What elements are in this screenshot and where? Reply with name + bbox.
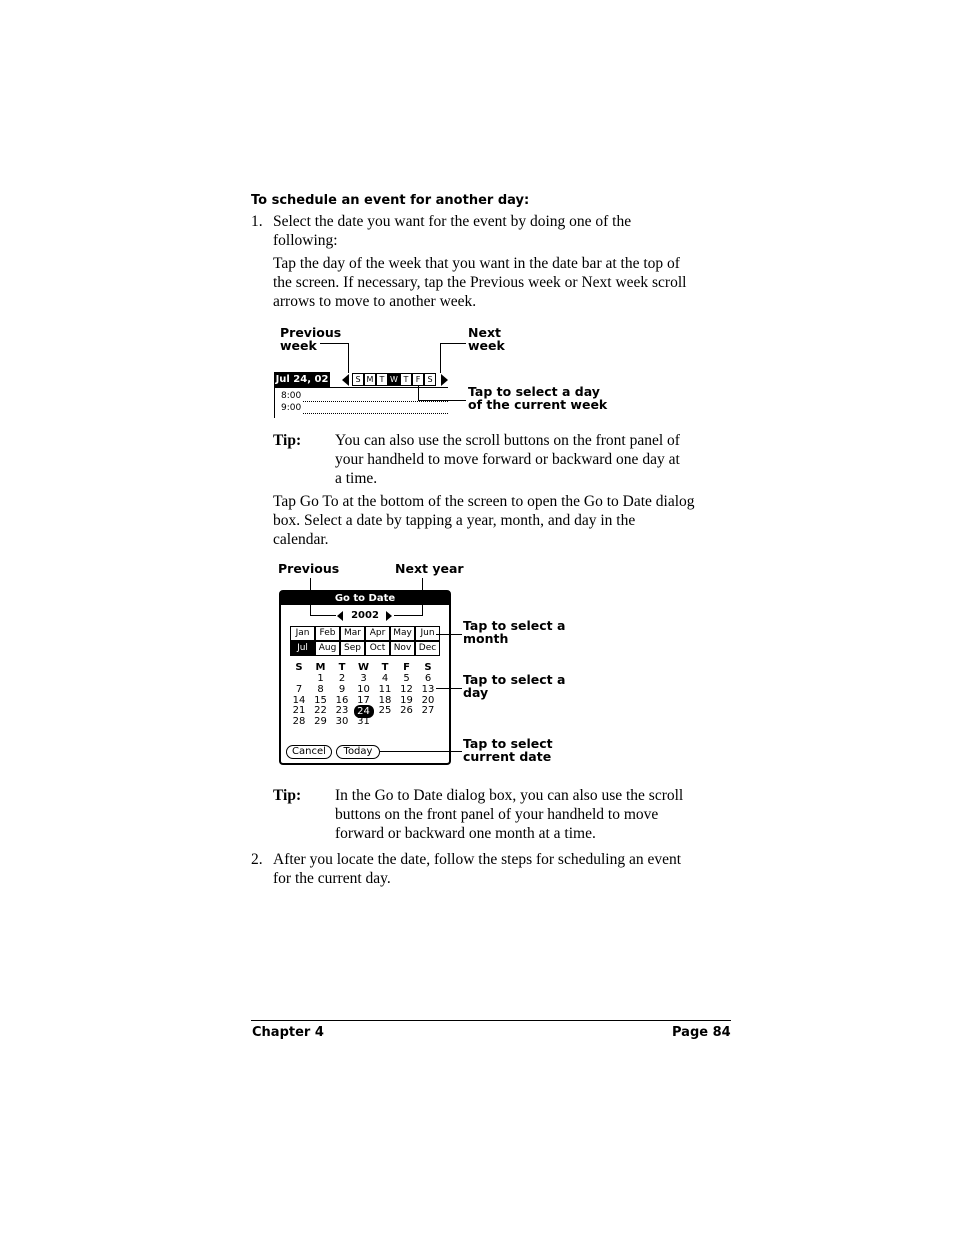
month-cell[interactable]: Jul xyxy=(290,641,315,656)
callout-line: of the current week xyxy=(468,397,608,412)
day-cell[interactable]: 23 xyxy=(335,705,349,717)
day-cell[interactable]: 6 xyxy=(424,673,432,684)
paragraph-line: Tap Go To at the bottom of the screen to open the Go to Date dialog xyxy=(273,493,695,510)
weekday-cell[interactable]: S xyxy=(424,373,436,386)
leader-line xyxy=(320,343,349,344)
section-heading: To schedule an event for another day: xyxy=(251,193,530,208)
paragraph-line: calendar. xyxy=(273,531,329,548)
time-slot-line[interactable] xyxy=(303,401,448,402)
select-current-date-callout xyxy=(463,737,553,763)
time-slot-line[interactable] xyxy=(303,413,448,414)
day-cell[interactable]: 1 xyxy=(317,673,324,684)
step-1-line: following: xyxy=(273,232,338,249)
weekday-header: T xyxy=(338,662,346,673)
day-cell[interactable]: 8 xyxy=(317,683,324,695)
week-view-figure xyxy=(270,320,630,425)
select-day-month-callout xyxy=(463,673,565,699)
weekday-cell[interactable]: F xyxy=(412,373,424,386)
weekday-header: S xyxy=(424,662,432,673)
next-week-callout xyxy=(468,326,505,352)
month-cell[interactable]: Feb xyxy=(315,626,340,641)
day-cell[interactable]: 11 xyxy=(378,683,392,695)
tip-line: a time. xyxy=(335,470,378,487)
tip-line: You can also use the scroll buttons on the front panel of xyxy=(335,432,680,449)
step-2-text xyxy=(273,850,743,888)
step-1-number: 1. xyxy=(251,213,263,230)
tip-line: forward or backward one month at a time. xyxy=(335,825,596,842)
footer-rule xyxy=(251,1020,731,1021)
leader-line xyxy=(418,386,419,401)
day-cell[interactable]: 3 xyxy=(360,673,367,684)
tip-text xyxy=(335,431,735,488)
day-calendar xyxy=(289,662,443,732)
day-cell[interactable]: 13 xyxy=(421,683,435,695)
select-month-callout xyxy=(463,619,565,645)
month-cell[interactable]: Nov xyxy=(390,641,415,656)
tip-line: buttons on the front panel of your handheld to move xyxy=(335,806,659,823)
day-cell[interactable]: 17 xyxy=(357,694,370,706)
weekday-cell[interactable]: W xyxy=(388,373,400,386)
weekday-header: M xyxy=(315,662,326,673)
callout-line: Tap to select a day xyxy=(468,384,600,399)
tip-line: In the Go to Date dialog box, you can also use the scroll xyxy=(335,787,684,804)
callout-line: Previous xyxy=(280,325,342,340)
go-to-date-figure xyxy=(270,558,590,770)
today-button[interactable]: Today xyxy=(336,745,380,759)
month-cell[interactable]: Oct xyxy=(365,641,390,656)
callout-line: week xyxy=(468,338,505,353)
weekday-cell[interactable]: M xyxy=(364,373,376,386)
previous-year-callout: Previous xyxy=(278,561,340,576)
month-grid xyxy=(290,626,440,656)
weekday-cell[interactable]: S xyxy=(352,373,364,386)
weekday-header: W xyxy=(357,662,370,673)
day-cell[interactable]: 2 xyxy=(338,673,346,684)
callout-line: Tap to select a xyxy=(463,672,566,687)
weekday-header: F xyxy=(403,662,410,673)
tip-line: your handheld to move forward or backward one day at xyxy=(335,451,680,468)
tip-label: Tip: xyxy=(273,787,302,804)
month-cell[interactable]: Jan xyxy=(290,626,315,641)
day-cell[interactable]: 14 xyxy=(292,694,306,706)
day-cell[interactable]: 22 xyxy=(314,705,327,717)
day-cell[interactable]: 25 xyxy=(378,705,392,717)
day-cell[interactable]: 9 xyxy=(338,683,346,695)
day-cell[interactable]: 26 xyxy=(400,705,413,717)
tip-label: Tip: xyxy=(273,432,302,449)
callout-line: week xyxy=(280,338,317,353)
leader-line xyxy=(440,343,441,373)
step-2-line: for the current day. xyxy=(273,870,391,887)
next-week-arrow-icon[interactable] xyxy=(441,374,448,386)
leader-line xyxy=(348,343,349,373)
paragraph-line: arrows to move to another week. xyxy=(273,293,477,310)
year-label[interactable]: 2002 xyxy=(351,610,379,621)
leader-line xyxy=(418,400,466,401)
step-1-line: Select the date you want for the event by doing one of the xyxy=(273,213,632,230)
schedule-left-border xyxy=(274,388,275,418)
selected-day[interactable]: 24 xyxy=(354,705,374,718)
paragraph-line: box. Select a date by tapping a year, month, and day in the xyxy=(273,512,636,529)
month-cell[interactable]: Dec xyxy=(415,641,440,656)
paragraph-line: the screen. If necessary, tap the Previous week or Next week scroll xyxy=(273,274,687,291)
current-date-label[interactable]: Jul 24, 02 xyxy=(275,374,329,385)
step-2-number: 2. xyxy=(251,851,263,868)
go-to-paragraph xyxy=(273,492,743,549)
select-day-callout xyxy=(468,385,607,411)
next-year-arrow-icon[interactable] xyxy=(386,611,392,621)
weekday-header: S xyxy=(295,662,303,673)
callout-line: current date xyxy=(463,749,552,764)
step-1-text xyxy=(273,212,733,250)
step-2-line: After you locate the date, follow the steps for scheduling an event xyxy=(273,851,682,868)
day-cell[interactable]: 16 xyxy=(335,694,349,706)
day-cell[interactable]: 21 xyxy=(292,705,306,717)
weekday-header: T xyxy=(381,662,389,673)
month-cell[interactable]: Mar xyxy=(340,626,365,641)
dialog-title: Go to Date xyxy=(281,592,449,605)
previous-week-callout xyxy=(280,326,341,352)
day-cell[interactable]: 19 xyxy=(400,694,413,706)
weekday-cell[interactable]: T xyxy=(400,373,412,386)
week-day-selector xyxy=(352,373,436,386)
day-cell[interactable]: 20 xyxy=(421,694,435,706)
day-cell[interactable]: 5 xyxy=(403,673,410,684)
callout-line: Next xyxy=(468,325,501,340)
previous-week-arrow-icon[interactable] xyxy=(342,374,349,386)
paragraph-line: Tap the day of the week that you want in the date bar at the top of xyxy=(273,255,680,272)
leader-line xyxy=(436,688,462,689)
weekday-cell[interactable]: T xyxy=(376,373,388,386)
leader-line xyxy=(440,343,466,344)
date-bar xyxy=(274,372,448,388)
footer-page-number: Page 84 xyxy=(672,1025,731,1040)
date-bar-underline xyxy=(274,387,448,388)
callout-line: day xyxy=(463,685,489,700)
month-cell[interactable]: Aug xyxy=(315,641,340,656)
go-to-date-dialog xyxy=(279,590,451,765)
leader-line xyxy=(436,634,462,635)
day-cell[interactable]: 31 xyxy=(357,716,370,728)
time-slot-label: 9:00 xyxy=(281,403,302,413)
day-cell[interactable]: 12 xyxy=(400,683,413,695)
day-cell[interactable]: 29 xyxy=(314,716,327,728)
day-cell[interactable]: 18 xyxy=(378,694,392,706)
month-cell[interactable]: Jun xyxy=(415,626,440,641)
callout-line: Tap to select a xyxy=(463,618,566,633)
day-cell[interactable]: 10 xyxy=(357,683,370,695)
month-cell[interactable]: Sep xyxy=(340,641,365,656)
previous-year-arrow-icon[interactable] xyxy=(337,611,343,621)
cancel-button[interactable]: Cancel xyxy=(286,745,332,759)
callout-line: month xyxy=(463,631,509,646)
step-1-paragraph xyxy=(273,254,733,311)
day-cell[interactable]: 15 xyxy=(314,694,327,706)
time-slot-label: 8:00 xyxy=(281,391,302,401)
day-cell[interactable]: 4 xyxy=(381,673,389,684)
callout-line: Tap to select xyxy=(463,736,553,751)
month-cell[interactable]: May xyxy=(390,626,415,641)
day-cell[interactable]: 27 xyxy=(421,705,435,717)
next-year-callout: Next year xyxy=(395,561,464,576)
footer-chapter: Chapter 4 xyxy=(252,1025,324,1040)
month-cell[interactable]: Apr xyxy=(365,626,390,641)
day-cell[interactable]: 7 xyxy=(295,683,303,695)
day-cell[interactable]: 30 xyxy=(335,716,349,728)
leader-line xyxy=(380,751,462,752)
day-cell[interactable]: 28 xyxy=(292,716,306,728)
tip-text xyxy=(335,786,735,843)
